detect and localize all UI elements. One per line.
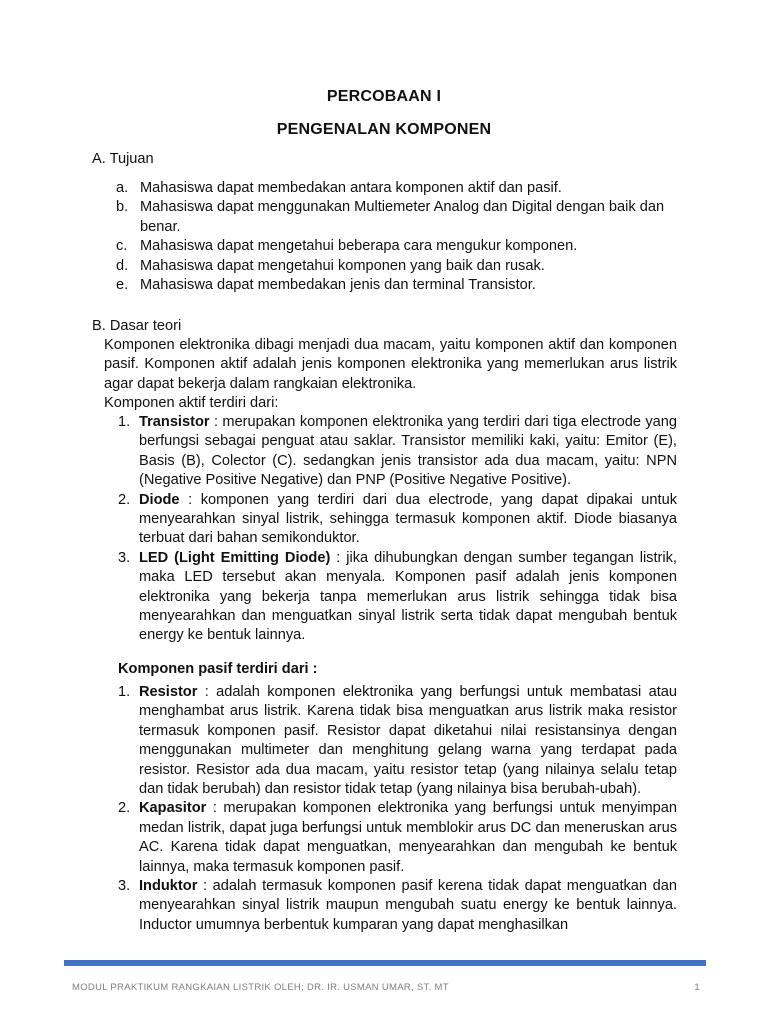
term: Resistor: [139, 684, 198, 700]
list-item-text: Mahasiswa dapat mengetahui beberapa cara mengukur komponen.: [140, 238, 578, 255]
list-item-text: : adalah komponen elektronika yang berfungsi untuk membatasi atau menghambat arus listrik. Karena tidak bisa menguatkan arus listrik maka resistor termasuk komponen pasif. Resistor dapat diketahui nilai resistansinya dengan menggunakan multimeter dan menghitung gelang warna yang terdapat pada resistor. Resistor ada dua macam, yaitu resistor tetap (yang nilainya selalu tetap dan tidak berubah) dan resistor tidak tetap (yang nilainya bisa berubah-ubah).: [139, 684, 677, 798]
list-item-text: : merupakan komponen elektronika yang terdiri dari tiga electrode yang berfungsi sebagai penguat atau saklar. Transistor memiliki kaki, yaitu: Emitor (E), Basis (B), Colector (C). sedangkan jenis transistor ada dua macam, yaitu: NPN (Negative Positive Negative) dan PNP (Positive Negative Positive).: [139, 414, 677, 489]
list-marker: a.: [116, 180, 129, 196]
list-item-text: Mahasiswa dapat membedakan antara komponen aktif dan pasif.: [140, 180, 562, 196]
footer-rule: [64, 960, 706, 966]
list-item: [118, 549, 677, 646]
footer-text: MODUL PRAKTIKUM RANGKAIAN LISTRIK OLEH; DR. IR. USMAN UMAR, ST. MT: [72, 982, 449, 993]
list-item: [92, 198, 700, 237]
passive-components-list: [118, 683, 677, 935]
section-b-heading: B. Dasar teori: [92, 318, 182, 334]
list-item: [92, 179, 700, 198]
term: Diode: [139, 491, 180, 508]
term: Kapasitor: [139, 800, 207, 817]
list-marker: 2.: [118, 800, 131, 817]
list-item: [118, 491, 677, 549]
passive-components-heading: Komponen pasif terdiri dari :: [118, 661, 318, 677]
list-item-text: : adalah termasuk komponen pasif kerena tidak dapat menguatkan dan menyearahkan sinyal listrik maupun mengubah suatu energy ke bentuk lainnya. Inductor umumnya berbentuk kumparan yang dapat menghasilkan: [139, 878, 677, 933]
list-marker: 2.: [118, 491, 131, 508]
list-item: [118, 799, 677, 877]
list-item-text: Mahasiswa dapat menggunakan Multiemeter Analog dan Digital dengan baik dan benar.: [140, 199, 665, 235]
active-components-list: [118, 413, 677, 646]
list-marker: b.: [116, 199, 129, 216]
list-marker: c.: [116, 238, 128, 255]
list-item-text: Mahasiswa dapat mengetahui komponen yang baik dan rusak.: [140, 257, 545, 274]
list-marker: d.: [116, 257, 129, 274]
list-item-text: Mahasiswa dapat membedakan jenis dan terminal Transistor.: [140, 277, 536, 294]
page-number: 1: [694, 982, 700, 993]
term: Transistor: [139, 414, 210, 430]
list-item: [118, 683, 677, 799]
list-marker: 3.: [118, 549, 131, 566]
list-item: [92, 257, 700, 276]
list-marker: 1.: [118, 414, 131, 430]
list-marker: e.: [116, 277, 129, 294]
term: Induktor: [139, 878, 198, 895]
section-a-heading: A. Tujuan: [92, 151, 154, 167]
list-item: [118, 413, 677, 491]
list-item-text: : komponen yang terdiri dari dua electrode, yang dapat dipakai untuk menyearahkan sinyal listrik, sehingga termasuk komponen aktif. Diode biasanya terbuat dari bahan semikonduktor.: [139, 491, 677, 547]
list-item: [118, 877, 677, 935]
list-marker: 1.: [118, 684, 131, 700]
list-item: [92, 237, 700, 256]
intro-paragraph: Komponen elektronika dibagi menjadi dua macam, yaitu komponen aktif dan komponen pasif. Komponen aktif adalah jenis komponen elektronika yang memerlukan arus listrik agar dapat bekerja dalam rangkaian elektronika.: [104, 337, 677, 392]
list-item-text: : merupakan komponen elektronika yang berfungsi untuk menyimpan medan listrik, dapat juga berfungsi untuk memblokir arus DC dan meneruskan arus AC. Karena tidak dapat menguatkan, menyearahkan dan mengubah ke bentuk lainnya, maka termasuk komponen pasif.: [139, 800, 677, 875]
active-components-heading: Komponen aktif terdiri dari:: [104, 395, 279, 411]
term: LED (Light Emitting Diode): [139, 549, 331, 566]
list-marker: 3.: [118, 878, 131, 895]
list-item: [92, 276, 700, 295]
page-title: PERCOBAAN I: [326, 88, 442, 105]
objectives-list: [92, 179, 700, 295]
page-subtitle: PENGENALAN KOMPONEN: [276, 121, 492, 138]
list-item-text: : jika dihubungkan dengan sumber tegangan listrik, maka LED tersebut akan menyala. Komponen pasif adalah jenis komponen elektronika yang bekerja tanpa memerlukan arus listrik sehingga tidak bisa menyearahkan dan menguatkan sinyal listrik serta tidak dapat mengubah bentuk energy ke bentuk lainnya.: [139, 549, 677, 644]
